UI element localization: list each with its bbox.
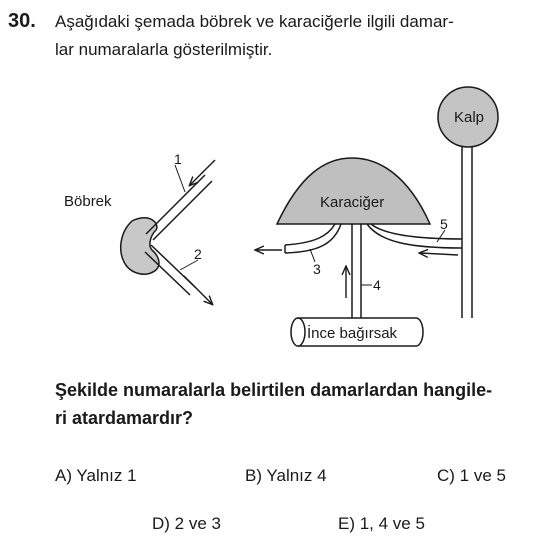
- liver-shape: [277, 158, 430, 224]
- question-stem-line-1: Aşağıdaki şemada böbrek ve karaciğerle ilgili damar-: [55, 12, 454, 31]
- option-e[interactable]: E) 1, 4 ve 5: [338, 514, 425, 533]
- vessel-4: [352, 224, 361, 318]
- heart-label: Kalp: [454, 109, 485, 126]
- question-number: 30.: [8, 10, 36, 32]
- vessel-3: [285, 224, 341, 253]
- kidney-label: Böbrek: [64, 193, 112, 210]
- option-c[interactable]: C) 1 ve 5: [437, 466, 506, 485]
- pointer-1: [175, 165, 185, 192]
- vessel-3-label: 3: [313, 261, 321, 277]
- vessel-1-label: 1: [174, 151, 182, 167]
- question-prompt-line-1: Şekilde numaralarla belirtilen damarlardan hangile-: [55, 380, 493, 400]
- arrow-2: [184, 276, 212, 304]
- liver-label: Karaciğer: [320, 194, 385, 211]
- question-prompt-line-2: ri atardamardır?: [55, 408, 194, 428]
- question-stem-line-2: lar numaralarla gösterilmiştir.: [55, 40, 273, 59]
- option-a[interactable]: A) Yalnız 1: [55, 466, 137, 485]
- option-b[interactable]: B) Yalnız 4: [245, 466, 327, 485]
- option-d[interactable]: D) 2 ve 3: [152, 514, 221, 533]
- arrow-5: [420, 253, 458, 255]
- vessel-4-label: 4: [373, 277, 381, 293]
- heart-vessel: [462, 145, 472, 318]
- vessel-5-label: 5: [440, 216, 448, 232]
- vessel-2-label: 2: [194, 246, 202, 262]
- intestine-label: İnce bağırsak: [307, 325, 398, 342]
